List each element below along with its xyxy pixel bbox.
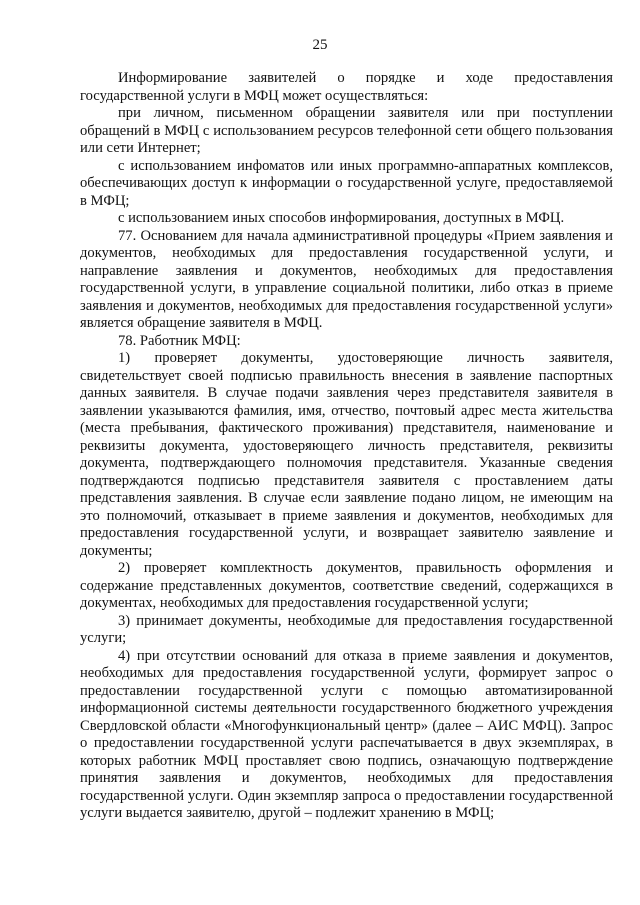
paragraph-subitem-4: 4) при отсутствии оснований для отказа в приеме заявления и документов, необходимых для предоставления государственной услуги, формирует запрос о предоставлении государственной услуги с помощью автоматизированной информационной системы деятельности государственного бюджетного учреждения Свердловской области «Многофункциональный центр» (далее – АИС МФЦ). Запрос о предоставлении государственной услуги распечатывается в двух экземплярах, в которых работник МФЦ проставляет свою подпись, означающую подтверждение принятия заявления и документов, необходимых для предоставления государственной услуги. Один экземпляр запроса о предоставлении государственной услуги выдается заявителю, другой – подлежит хранению в МФЦ;: [80, 647, 613, 821]
paragraph-infomats: с использованием инфоматов или иных программно-аппаратных комплексов, обеспечивающих доступ к информации о государственной услуге, предоставляемой в МФЦ;: [80, 157, 613, 209]
paragraph-subitem-3: 3) принимает документы, необходимые для предоставления государственной услуги;: [80, 612, 613, 646]
paragraph-item-77: 77. Основанием для начала административной процедуры «Прием заявления и документов, необходимых для предоставления государственной услуги, и направление заявления и документов, необходимых для предоставления государственной услуги, в управление социальной политики, либо отказ в приеме заявления и документов, необходимых для предоставления государственной услуги» является обращение заявителя в МФЦ.: [80, 227, 613, 331]
paragraph-personal-appeal: при личном, письменном обращении заявителя или при поступлении обращений в МФЦ с использованием ресурсов телефонной сети общего пользования или сети Интернет;: [80, 105, 613, 156]
paragraph-subitem-2: 2) проверяет комплектность документов, правильность оформления и содержание представленных документов, соответствие сведений, содержащихся в документах, необходимых для предоставления государственной услуги;: [80, 560, 613, 611]
paragraph-subitem-1: 1) проверяет документы, удостоверяющие личность заявителя, свидетельствует своей подписью правильность внесения в заявление паспортных данных заявителя. В случае подачи заявления через представителя заявителя в заявлении указываются фамилия, имя, отчество, почтовый адрес места жительства (места пребывания, фактического проживания) представителя, наименование и реквизиты документа, удостоверяющего личность представителя, реквизиты документа, подтверждающего полномочия представителя. Указанные сведения подтверждаются подписью представителя заявителя с проставлением даты представления заявления. В случае если заявление подано лицом, не имеющим на это полномочий, отказывает в приеме заявления и документов, необходимых для предоставления государственной услуги, и возвращает заявителю заявление и документы;: [80, 350, 613, 559]
paragraph-other-methods: с использованием иных способов информирования, доступных в МФЦ.: [118, 210, 565, 226]
paragraph-item-78: 78. Работник МФЦ:: [118, 332, 241, 349]
page-number: 25: [312, 37, 328, 53]
paragraph-informing-intro: Информирование заявителей о порядке и ходе предоставления государственной услуги в МФЦ может осуществляться:: [80, 70, 613, 104]
document-body: [80, 70, 613, 823]
